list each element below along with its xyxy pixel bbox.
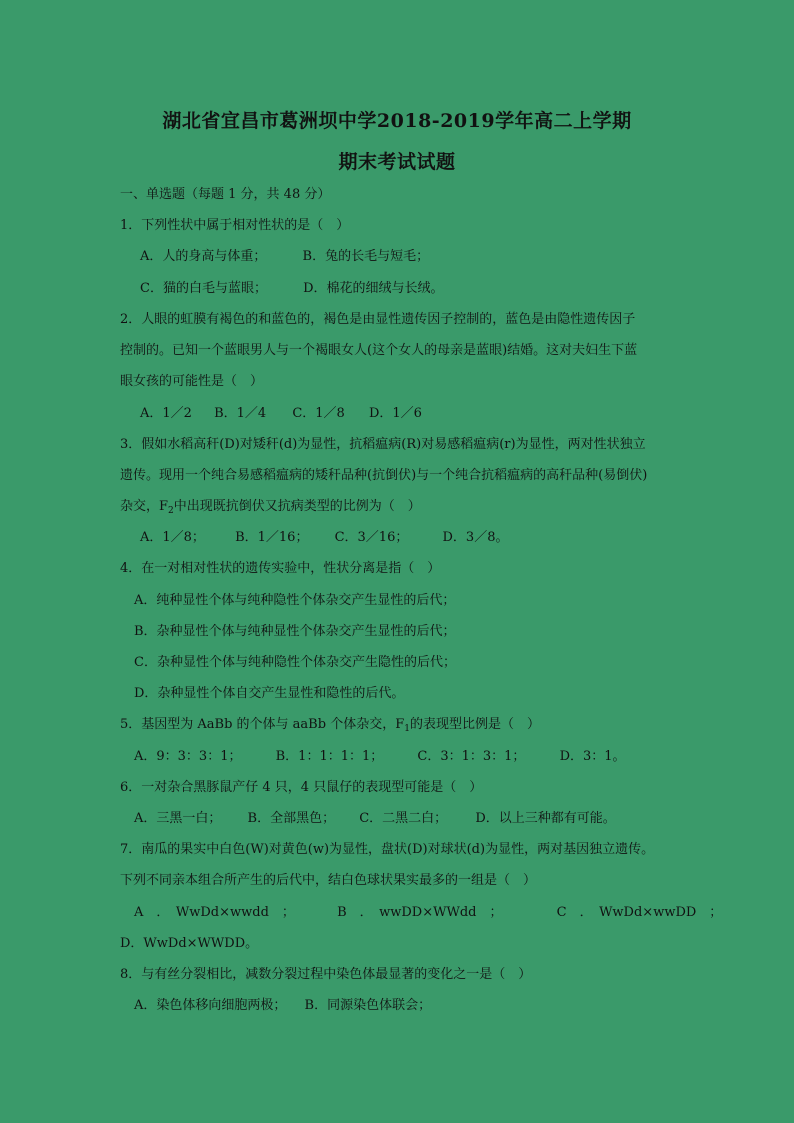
q8-option-b: B．同源染色体联会； bbox=[304, 998, 432, 1013]
q7-option-d: D．WwDd×WWDD。 bbox=[120, 936, 259, 951]
question-7-line1: 7．南瓜的果实中白色(W)对黄色(w)为显性，盘状(D)对球状(d)为显性，两对基因独立遗传。 bbox=[120, 842, 655, 857]
q1-option-c: C．猫的白毛与蓝眼； bbox=[140, 281, 267, 296]
q2-option-b: B．1／4 bbox=[214, 406, 267, 421]
question-2-line3: 眼女孩的可能性是（ ） bbox=[120, 374, 264, 389]
question-5-stem bbox=[120, 717, 540, 733]
q4-option-c: C．杂种显性个体与纯种隐性个体杂交产生隐性的后代； bbox=[134, 655, 456, 670]
q3-option-c: C．3／16； bbox=[334, 530, 409, 545]
q8-option-a: A．染色体移向细胞两极； bbox=[134, 998, 287, 1013]
q3-line3-subscript: 2 bbox=[168, 506, 174, 516]
q2-option-a: A．1／2 bbox=[140, 406, 192, 421]
question-5-options bbox=[134, 749, 626, 765]
q5-option-a: A．9：3：3：1； bbox=[134, 749, 242, 764]
section-heading: 一、单选题（每题 1 分，共 48 分） bbox=[120, 187, 331, 202]
exam-title-line2: 期末考试试题 bbox=[338, 151, 456, 173]
q7-option-c: C ． WwDd×wwDD ； bbox=[556, 905, 723, 920]
q7-option-b: B ． wwDD×WWdd ； bbox=[337, 905, 503, 920]
q5-stem-prefix: 5．基因型为 AaBb 的个体与 aaBb 个体杂交，F bbox=[120, 717, 405, 732]
question-3-line2: 遗传。现用一个纯合易感稻瘟病的矮秆品种(抗倒伏)与一个纯合抗稻瘟病的高秆品种(易倒伏) bbox=[120, 468, 648, 483]
q3-option-d: D．3／8。 bbox=[442, 530, 509, 545]
question-2-line1: 2．人眼的虹膜有褐色的和蓝色的，褐色是由显性遗传因子控制的，蓝色是由隐性遗传因子 bbox=[120, 312, 636, 327]
q3-line3-suffix: 中出现既抗倒伏又抗病类型的比例为（ ） bbox=[173, 499, 421, 514]
q7-option-a: A ． WwDd×wwdd ； bbox=[134, 905, 295, 920]
question-3-line1: 3．假如水稻高秆(D)对矮秆(d)为显性，抗稻瘟病(R)对易感稻瘟病(r)为显性，两对性状独立 bbox=[120, 437, 646, 452]
q1-option-a: A．人的身高与体重； bbox=[140, 249, 267, 264]
q4-option-d: D．杂种显性个体自交产生显性和隐性的后代。 bbox=[134, 686, 405, 701]
q5-stem-subscript: 1 bbox=[404, 724, 410, 734]
question-3-line3 bbox=[120, 499, 421, 515]
question-4-stem: 4．在一对相对性状的遗传实验中，性状分离是指（ ） bbox=[120, 561, 441, 576]
question-1-stem: 1．下列性状中属于相对性状的是（ ） bbox=[120, 218, 350, 233]
question-1-options-row2 bbox=[140, 281, 444, 297]
exam-title-line1: 湖北省宜昌市葛洲坝中学2018-2019学年高二上学期 bbox=[162, 110, 632, 132]
question-2-line2: 控制的。已知一个蓝眼男人与一个褐眼女人(这个女人的母亲是蓝眼)结婚。这对夫妇生下蓝 bbox=[120, 343, 638, 358]
question-6-options bbox=[134, 811, 616, 827]
question-6-stem: 6．一对杂合黑豚鼠产仔 4 只，4 只鼠仔的表现型可能是（ ） bbox=[120, 780, 483, 795]
q3-line3-prefix: 杂交，F bbox=[120, 499, 169, 514]
q3-option-a: A．1／8； bbox=[140, 530, 205, 545]
question-2-options bbox=[140, 406, 422, 422]
question-8-stem: 8．与有丝分裂相比，减数分裂过程中染色体最显著的变化之一是（ ） bbox=[120, 967, 532, 982]
question-8-options bbox=[134, 998, 431, 1014]
q3-option-b: B．1／16； bbox=[235, 530, 309, 545]
question-3-options bbox=[140, 530, 508, 546]
q1-option-b: B．兔的长毛与短毛； bbox=[302, 249, 430, 264]
q5-stem-suffix: 的表现型比例是（ ） bbox=[409, 717, 540, 732]
q4-option-b: B．杂种显性个体与纯种显性个体杂交产生显性的后代； bbox=[134, 624, 456, 639]
question-1-options-row1 bbox=[140, 249, 429, 265]
q2-option-d: D．1／6 bbox=[368, 406, 422, 421]
q4-option-a: A．纯种显性个体与纯种隐性个体杂交产生显性的后代； bbox=[134, 593, 456, 608]
q5-option-c: C．3：1：3：1； bbox=[417, 749, 526, 764]
question-7-options-row1 bbox=[134, 905, 722, 921]
q6-option-b: B．全部黑色； bbox=[247, 811, 336, 826]
q6-option-c: C．二黑二白； bbox=[359, 811, 448, 826]
q5-option-b: B．1：1：1：1； bbox=[275, 749, 384, 764]
q1-option-d: D．棉花的细绒与长绒。 bbox=[303, 281, 444, 296]
q2-option-c: C．1／8 bbox=[292, 406, 345, 421]
q5-option-d: D．3：1。 bbox=[559, 749, 626, 764]
q6-option-d: D．以上三种都有可能。 bbox=[475, 811, 616, 826]
question-7-line2: 下列不同亲本组合所产生的后代中，结白色球状果实最多的一组是（ ） bbox=[120, 873, 537, 888]
q6-option-a: A．三黑一白； bbox=[134, 811, 222, 826]
